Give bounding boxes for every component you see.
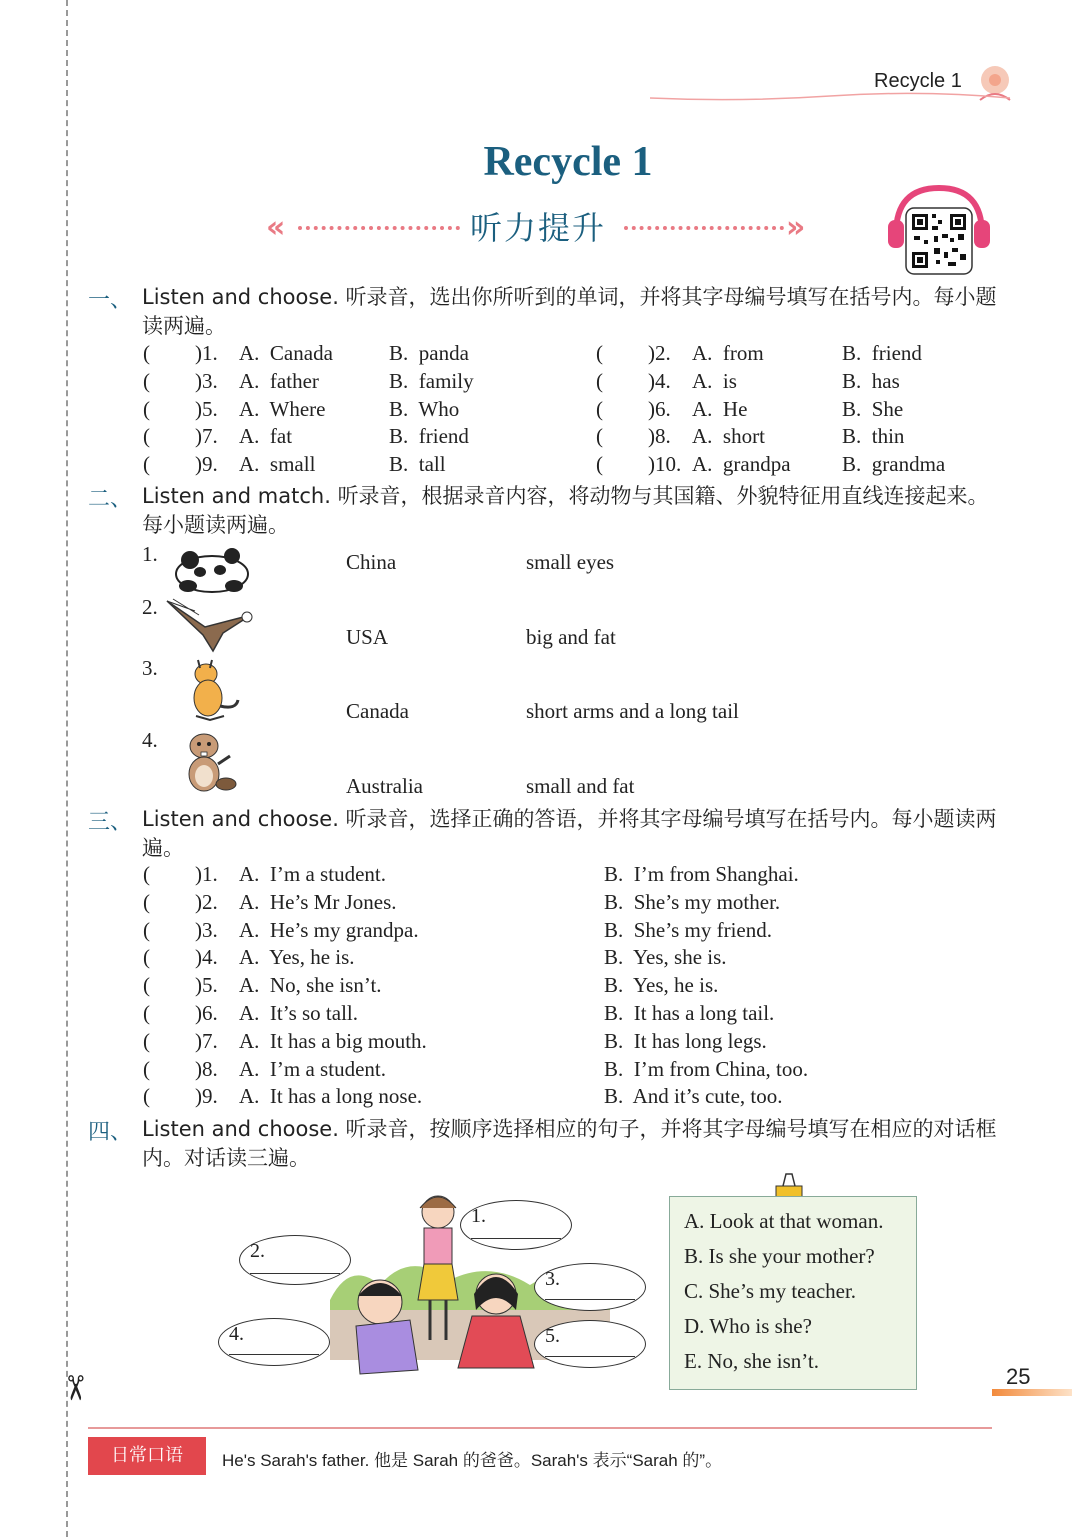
answer-blank[interactable]: (: [596, 396, 603, 421]
footer-divider: [88, 1427, 992, 1429]
answer-blank[interactable]: (: [143, 973, 150, 998]
part2-instruction: Listen and match. 听录音，根据录音内容，将动物与其国籍、外貌特征用直线连接起来。每小题读两遍。: [142, 484, 989, 537]
part3-instruction: Listen and choose. 听录音，选择正确的答语，并将其字母编号填写在括号内。每小题读两遍。: [142, 807, 997, 860]
question-number: )2.: [648, 341, 671, 365]
option-b: B. It has a long tail.: [604, 1001, 775, 1025]
feature-4: small and fat: [526, 774, 635, 798]
dots-left: [298, 226, 460, 230]
dots-right: [624, 226, 784, 230]
answer-blank[interactable]: (: [143, 396, 150, 421]
option-a: A. father: [239, 368, 319, 393]
option-a: A. No, she isn’t.: [239, 973, 382, 998]
option-a: A. He: [692, 396, 748, 421]
option-a: A. It has a long nose.: [239, 1084, 423, 1109]
country-canada: Canada: [346, 699, 409, 723]
question-number: )8.: [648, 424, 671, 449]
match-number-3: 3.: [142, 656, 158, 680]
part2-number: 二、: [88, 487, 133, 512]
option-a: A. grandpa: [692, 452, 791, 477]
answer-blank[interactable]: (: [143, 862, 150, 886]
answer-blank[interactable]: (: [143, 945, 150, 970]
part4-instruction: Listen and choose. 听录音，按顺序选择相应的句子，并将其字母编号填写在相应的对话框内。对话读三遍。: [142, 1117, 997, 1170]
option-b: B. friend: [389, 424, 469, 449]
answer-blank[interactable]: (: [596, 341, 603, 365]
option-a: A. Yes, he is.: [239, 945, 355, 970]
country-china: China: [346, 550, 397, 574]
option-d: D. Who is she?: [684, 1314, 812, 1338]
option-b: B. Yes, he is.: [604, 973, 719, 998]
option-b: B. And it’s cute, too.: [604, 1084, 783, 1109]
option-b: B. Who: [389, 396, 460, 421]
question-number: )3.: [195, 917, 218, 942]
question-number: )9.: [195, 1084, 218, 1109]
question-number: )1.: [195, 862, 218, 886]
option-b: B. friend: [842, 341, 922, 365]
beaver-icon: [182, 730, 238, 794]
part1-instruction: Listen and choose. 听录音，选出你所听到的单词，并将其字母编号填写在括号内。每小题读两遍。: [142, 285, 997, 338]
option-b: B. panda: [389, 341, 469, 365]
question-number: )8.: [195, 1056, 218, 1081]
question-number: )2.: [195, 889, 218, 914]
country-usa: USA: [346, 625, 389, 649]
option-a: A. is: [692, 368, 737, 393]
question-number: )5.: [195, 973, 218, 998]
option-a: A. I’m a student.: [239, 1056, 386, 1081]
match-number-2: 2.: [142, 595, 158, 619]
option-b: B. I’m from Shanghai.: [604, 862, 799, 886]
option-b: B. It has long legs.: [604, 1028, 767, 1053]
right-arrow-icon: »: [786, 210, 806, 245]
match-number-1: 1.: [142, 542, 158, 566]
dialogue-bubble-3[interactable]: [534, 1263, 646, 1311]
answer-blank[interactable]: (: [596, 368, 603, 393]
option-c: C. She’s my teacher.: [684, 1279, 857, 1303]
option-a: A. Look at that woman.: [684, 1209, 884, 1233]
option-b: B. Is she your mother?: [684, 1244, 875, 1268]
question-number: )7.: [195, 1028, 218, 1053]
answer-blank[interactable]: (: [143, 1001, 150, 1025]
question-number: )1.: [195, 341, 218, 365]
option-a: A. fat: [239, 424, 293, 449]
kangaroo-icon: [180, 656, 242, 722]
option-a: A. I’m a student.: [239, 862, 386, 886]
option-b: B. Yes, she is.: [604, 945, 727, 970]
option-a: A. It’s so tall.: [239, 1001, 358, 1025]
option-a: A. short: [692, 424, 765, 449]
answer-blank[interactable]: (: [143, 452, 150, 477]
dialogue-bubble-2[interactable]: [239, 1235, 351, 1285]
options-note: [669, 1196, 917, 1390]
option-b: B. family: [389, 368, 474, 393]
option-b: B. thin: [842, 424, 905, 449]
country-australia: Australia: [346, 774, 423, 798]
answer-blank[interactable]: (: [596, 424, 603, 449]
page-subtitle: 听力提升: [470, 209, 607, 247]
part3-number: 三、: [88, 810, 133, 835]
left-arrow-icon: «: [266, 210, 286, 245]
option-e: E. No, she isn’t.: [684, 1349, 819, 1373]
question-number: )6.: [195, 1001, 218, 1025]
match-number-4: 4.: [142, 728, 158, 752]
feature-3: short arms and a long tail: [526, 699, 739, 723]
part1-number: 一、: [88, 288, 133, 313]
answer-blank[interactable]: (: [143, 889, 150, 914]
answer-blank[interactable]: (: [143, 1056, 150, 1081]
question-number: )7.: [195, 424, 218, 449]
header-swirl: [650, 88, 1020, 108]
answer-blank[interactable]: (: [143, 368, 150, 393]
question-number: )9.: [195, 452, 218, 477]
part4-number: 四、: [88, 1120, 133, 1145]
option-b: B. tall: [389, 452, 446, 477]
option-a: A. It has a big mouth.: [239, 1028, 427, 1053]
bubble-2-label: 2.: [250, 1240, 265, 1262]
option-a: A. small: [239, 452, 316, 477]
dialogue-bubble-4[interactable]: [218, 1318, 330, 1366]
dialogue-bubble-1[interactable]: [460, 1200, 572, 1250]
question-number: )3.: [195, 368, 218, 393]
question-number: )4.: [195, 945, 218, 970]
bubble-3-label: 3.: [545, 1268, 560, 1290]
page-title: Recycle 1: [483, 139, 653, 185]
option-a: A. from: [692, 341, 764, 365]
feature-1: small eyes: [526, 550, 615, 574]
answer-blank[interactable]: (: [143, 1028, 150, 1053]
question-number: )5.: [195, 396, 218, 421]
qr-code-icon[interactable]: [884, 182, 994, 280]
panda-icon: [170, 546, 252, 594]
tip-badge: 日常口语: [88, 1437, 206, 1475]
option-a: A. Where: [239, 396, 326, 421]
page-number: 25: [1006, 1364, 1031, 1389]
scissors-icon: ✂: [54, 1373, 95, 1403]
answer-blank[interactable]: (: [596, 452, 603, 477]
option-b: B. She’s my friend.: [604, 917, 772, 942]
answer-blank[interactable]: (: [143, 341, 150, 365]
answer-blank[interactable]: (: [143, 917, 150, 942]
question-number: )6.: [648, 396, 671, 421]
option-a: A. Canada: [239, 341, 333, 365]
dialogue-bubble-5[interactable]: [534, 1320, 646, 1368]
tip-text: He's Sarah's father. 他是 Sarah 的爸爸。Sarah's 表示“Sarah 的”。: [222, 1451, 723, 1470]
bubble-5-label: 5.: [545, 1325, 560, 1347]
answer-blank[interactable]: (: [143, 1084, 150, 1109]
eagle-icon: [165, 597, 257, 653]
option-b: B. grandma: [842, 452, 946, 477]
bubble-1-label: 1.: [471, 1205, 486, 1227]
option-b: B. I’m from China, too.: [604, 1056, 809, 1081]
option-b: B. has: [842, 368, 900, 393]
header-section: Recycle 1: [874, 70, 962, 92]
option-b: B. She: [842, 396, 904, 421]
cut-line: [66, 0, 68, 1537]
feature-2: big and fat: [526, 625, 616, 649]
answer-blank[interactable]: (: [143, 424, 150, 449]
option-b: B. She’s my mother.: [604, 889, 781, 914]
option-a: A. He’s Mr Jones.: [239, 889, 397, 914]
option-a: A. He’s my grandpa.: [239, 917, 419, 942]
page-number-bar: [992, 1389, 1072, 1396]
question-number: )10.: [648, 452, 682, 477]
question-number: )4.: [648, 368, 671, 393]
bubble-4-label: 4.: [229, 1323, 244, 1345]
